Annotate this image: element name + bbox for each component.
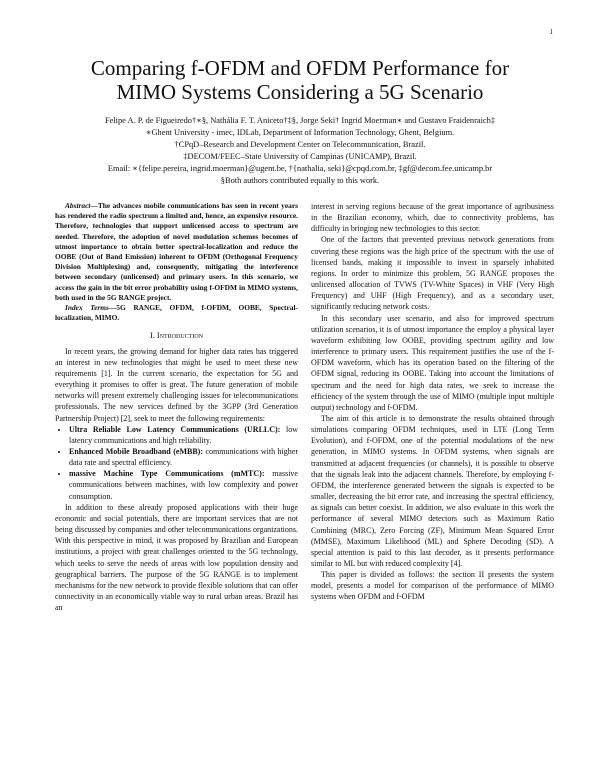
author-block [40, 115, 560, 187]
affiliation-unicamp: ‡DECOM/FEEC–State University of Campinas (UNICAMP), Brazil. [183, 152, 417, 161]
equal-contribution-note: §Both authors contributed equally to this work. [220, 176, 380, 185]
index-terms-label: Index Terms [65, 303, 109, 313]
abstract-text: —The advances mobile communications has seen in recent years has rendered the radio spectrum a limited and, hence, an expensive resource. Therefore, technologies that support unlicensed access to spectrum are needed. Therefore, the adoption of novel modulation schemes becomes of utmost importance to obtain better spectral-localization and reduce the OOBE (Out of Band Emission) inherent to OFDM (Orthogonal Frequency Division Multiplexing) and, consequently, mitigating the interference between secondary (unlicensed) and primary users. In this scenario, we access the gain in the bit error probability using f-OFDM in MIMO systems, both used in the 5G RANGE project. [55, 201, 298, 302]
title-line-1: Comparing f-OFDM and OFDM Performance for [90, 56, 510, 80]
right-paragraph-5: This paper is divided as follows: the section II presents the system model, presents a model for comparison of the performance of MIMO systems when OFDM and f-OFDM [311, 570, 554, 602]
index-terms [55, 303, 298, 323]
right-column [311, 201, 554, 603]
right-paragraph-4: The aim of this article is to demonstrate the results obtained through simulations comparing OFDM techniques, used in LTE (Long Term Evolution), and f-OFDM, one of the potential modulations of the new generation, in MIMO systems. In OFDM systems, when signals are transmitted at adjacent frequencies (or channels), it is possible to observe that the signals leak into the adjacent channels. Therefore, by employing f-OFDM, the interference generated between the signals is expected to be smaller, decreasing the bit error rate, and increasing the spectral efficiency, as signals can better coexist. In addition, we also evaluate in this work the performance of several MIMO detectors such as Maximum Ratio Combining (MRC), Zero Forcing (ZF), Minimum Mean Squared Error (MMSE), Maximum Likelihood (ML) and Sphere Decoding (SD). A special attention is paid to this last decoder, as it presents performance similar to ML but with reduced complexity [4]. [311, 413, 554, 568]
right-paragraph-3: In this secondary user scenario, and also for improved spectrum utilization scenarios, it is of utmost importance the employ a physical layer waveform exhibiting low OOBE, providing spectrum agility and low interference to primary users. This requirement justifies the use of the f-OFDM waveform, which has its operation based on the filtering of the OFDM signal, reducing its OOBE. Taking into account the limitations of spectrum and the need for high data rates, we seek to increase the efficiency of the system through the use of MIMO (multiple input multiple output) technology and f-OFDM. [311, 313, 554, 412]
index-terms-text: —5G RANGE, OFDM, f-OFDM, OOBE, Spectral-localization, MIMO. [55, 303, 298, 323]
list-item [69, 424, 298, 446]
list-item [69, 468, 298, 501]
right-paragraph-2: One of the factors that prevented previous network generations from covering these regions was the high price of the spectrum with the use of licensed bands, making it impossible to invest in sparsely inhabited regions. In order to minimize this problem, 5G RANGE proposes the unlicensed allocation of TVWS (TV-White Spaces) in VHF (Very High Frequency) and UHF (High Frequency), and as a secondary user, significantly reducing network costs. [311, 235, 554, 312]
paper-title [40, 56, 560, 104]
author-names: Felipe A. P. de Figueiredo†∗§, Nathália F. T. Aniceto†‡§, Jorge Seki† Ingrid Moerman∗ and Gustavo Fraidenraich‡ [104, 116, 496, 125]
requirement-text: low latency communications and high reliability. [69, 424, 298, 445]
requirement-label: massive Machine Type Communications (mMTC): [69, 469, 265, 479]
requirement-text: communications with higher data rate and spectral efficiency. [69, 447, 298, 468]
right-paragraph-1: interest in serving regions because of the great importance of agribusiness in the Brazilian economy, which, due to connectivity problems, has difficulty in bringing new technologies to this sector. [311, 202, 554, 234]
abstract [55, 201, 298, 303]
left-column [55, 201, 298, 613]
requirement-text: massive communications between machines, with low complexity and power consumption. [69, 469, 298, 501]
title-line-2: MIMO Systems Considering a 5G Scenario [116, 80, 484, 104]
page-number: 1 [549, 28, 553, 36]
author-emails: Email: ∗{felipe.pereira, ingrid.moerman}@ugent.be, †{nathalia, seki}@cpqd.com.br, ‡gf@decom.fee.unicamp.br [107, 164, 493, 173]
requirements-list [55, 424, 298, 502]
affiliation-cpqd: †CPqD–Research and Development Center on Telecommunication, Brazil. [174, 140, 426, 149]
list-item [69, 446, 298, 468]
requirement-label: Enhanced Mobile Broadband (eMBB): [69, 447, 203, 456]
intro-paragraph-2: In addition to these already proposed applications with their huge economic and social potentials, there are important services that are not being discussed by companies and other telecommunications organizations. With this perspective in mind, it was proposed by Brazilian and European institutions, a project with great challenges oriented to the 5G technology, which seeks to serve the needs of areas with low population density and geographical barriers. The purpose of the 5G RANGE is to implement mechanisms for the new network to provide flexible solutions that can offer connectivity in an economically viable way to rural urban areas. Brazil has an [55, 502, 298, 613]
abstract-label: Abstract [65, 201, 91, 210]
intro-paragraph-1: In recent years, the growing demand for higher data rates has triggered an interest in new technologies that might be used to meet these new requirements [1]. In the current scenario, the expectation for 5G and everything it promises to offer is great. The future generation of mobile networks will present extremely challenging issues for telecommunications professionals. The new services defined by the 3GPP (3rd Generation Partnership Project) [2], seek to meet the following requirements: [55, 346, 298, 423]
requirement-label: Ultra Reliable Low Latency Communications (URLLC): [69, 424, 281, 434]
section-heading-introduction: I. Introduction [149, 331, 204, 341]
affiliation-ghent: ∗Ghent University - imec, IDLab, Department of Information Technology, Ghent, Belgium. [145, 128, 455, 137]
